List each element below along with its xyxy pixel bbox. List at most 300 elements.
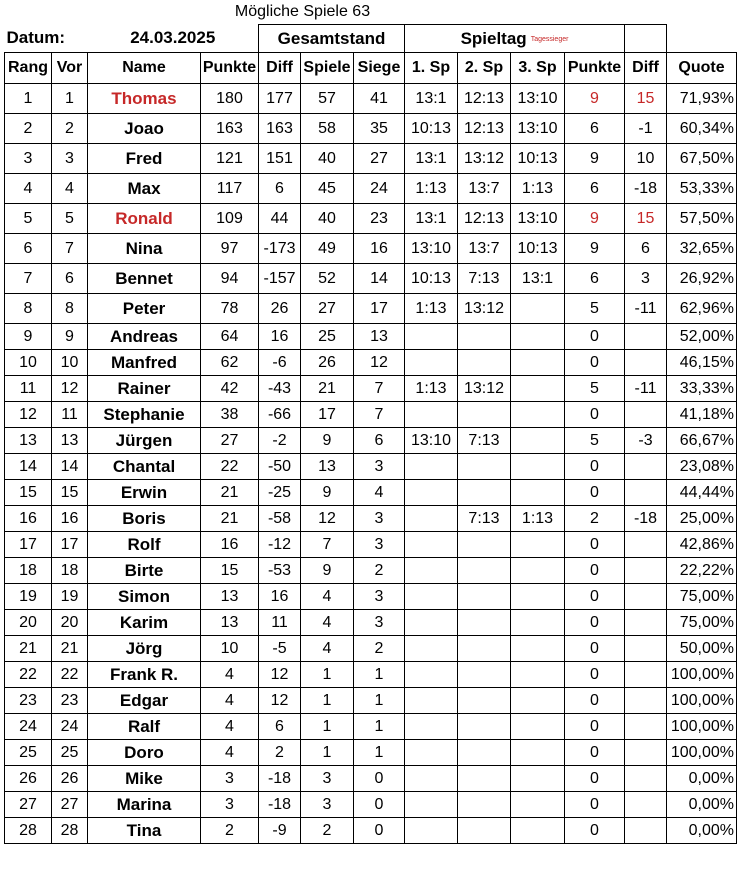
cell-name: Max: [88, 174, 201, 204]
group-header-gesamtstand: Gesamtstand: [259, 25, 405, 53]
cell-punkte: 21: [201, 506, 259, 532]
cell-sp1: [405, 532, 458, 558]
cell-sp1: 13:1: [405, 204, 458, 234]
cell-spiele: 2: [301, 818, 354, 844]
cell-punkte: 22: [201, 454, 259, 480]
cell-tag-diff: [625, 792, 667, 818]
cell-punkte: 3: [201, 792, 259, 818]
cell-sp2: 13:7: [458, 234, 511, 264]
cell-sp2: [458, 766, 511, 792]
col-rang-header: Rang: [5, 53, 52, 84]
cell-sp2: [458, 558, 511, 584]
cell-siege: 3: [354, 532, 405, 558]
cell-sp3: 13:10: [511, 204, 565, 234]
cell-sp1: 1:13: [405, 294, 458, 324]
cell-punkte: 97: [201, 234, 259, 264]
cell-sp1: [405, 792, 458, 818]
cell-diff: -5: [259, 636, 301, 662]
cell-sp3: [511, 792, 565, 818]
cell-quote: 46,15%: [667, 350, 737, 376]
table-row: [5, 480, 737, 506]
cell-diff: 16: [259, 324, 301, 350]
table-row: [5, 402, 737, 428]
cell-sp1: 13:1: [405, 84, 458, 114]
cell-rang: 12: [5, 402, 52, 428]
cell-name: Rolf: [88, 532, 201, 558]
tagessieger-note: Tagessieger: [530, 35, 569, 43]
cell-sp1: [405, 558, 458, 584]
cell-quote: 53,33%: [667, 174, 737, 204]
col-punkte-header: Punkte: [201, 53, 259, 84]
cell-sp2: 13:12: [458, 376, 511, 402]
cell-rang: 7: [5, 264, 52, 294]
cell-spiele: 12: [301, 506, 354, 532]
cell-sp3: [511, 584, 565, 610]
cell-rang: 23: [5, 688, 52, 714]
cell-sp3: [511, 454, 565, 480]
cell-spiele: 21: [301, 376, 354, 402]
cell-tag-diff: -11: [625, 376, 667, 402]
cell-vor: 3: [52, 144, 88, 174]
table-row: [5, 688, 737, 714]
table-row: [5, 350, 737, 376]
cell-spiele: 3: [301, 792, 354, 818]
cell-siege: 0: [354, 818, 405, 844]
cell-tag-diff: [625, 480, 667, 506]
cell-sp1: 13:10: [405, 234, 458, 264]
cell-quote: 66,67%: [667, 428, 737, 454]
cell-rang: 22: [5, 662, 52, 688]
cell-name: Ronald: [88, 204, 201, 234]
cell-sp1: [405, 454, 458, 480]
cell-vor: 11: [52, 402, 88, 428]
cell-name: Nina: [88, 234, 201, 264]
cell-sp1: [405, 480, 458, 506]
cell-rang: 15: [5, 480, 52, 506]
col-diff-header: Diff: [259, 53, 301, 84]
cell-quote: 26,92%: [667, 264, 737, 294]
cell-tag-punkte: 6: [565, 114, 625, 144]
cell-sp2: [458, 662, 511, 688]
cell-quote: 0,00%: [667, 792, 737, 818]
cell-tag-punkte: 0: [565, 584, 625, 610]
table-row: [5, 454, 737, 480]
cell-rang: 19: [5, 584, 52, 610]
cell-name: Mike: [88, 766, 201, 792]
cell-sp3: 1:13: [511, 174, 565, 204]
cell-quote: 100,00%: [667, 740, 737, 766]
cell-siege: 0: [354, 792, 405, 818]
cell-vor: 24: [52, 714, 88, 740]
cell-sp3: [511, 532, 565, 558]
cell-siege: 13: [354, 324, 405, 350]
table-row: [5, 506, 737, 532]
cell-rang: 26: [5, 766, 52, 792]
cell-punkte: 4: [201, 714, 259, 740]
group-header-spieltag: [405, 25, 625, 53]
cell-sp1: [405, 506, 458, 532]
table-row: [5, 234, 737, 264]
cell-tag-diff: [625, 532, 667, 558]
cell-rang: 28: [5, 818, 52, 844]
cell-tag-punkte: 9: [565, 204, 625, 234]
cell-spiele: 1: [301, 740, 354, 766]
cell-spiele: 7: [301, 532, 354, 558]
cell-siege: 12: [354, 350, 405, 376]
cell-punkte: 109: [201, 204, 259, 234]
cell-diff: 151: [259, 144, 301, 174]
cell-sp2: 12:13: [458, 114, 511, 144]
cell-diff: -53: [259, 558, 301, 584]
cell-tag-punkte: 0: [565, 454, 625, 480]
date-label: Datum:: [6, 28, 66, 48]
cell-tag-punkte: 0: [565, 792, 625, 818]
cell-name: Ralf: [88, 714, 201, 740]
cell-spiele: 1: [301, 714, 354, 740]
cell-vor: 26: [52, 766, 88, 792]
cell-name: Jürgen: [88, 428, 201, 454]
cell-punkte: 64: [201, 324, 259, 350]
cell-rang: 2: [5, 114, 52, 144]
cell-siege: 7: [354, 402, 405, 428]
cell-vor: 8: [52, 294, 88, 324]
cell-tag-punkte: 0: [565, 636, 625, 662]
cell-name: Edgar: [88, 688, 201, 714]
cell-tag-diff: 10: [625, 144, 667, 174]
cell-diff: -6: [259, 350, 301, 376]
cell-quote: 100,00%: [667, 688, 737, 714]
table-row: [5, 792, 737, 818]
cell-punkte: 21: [201, 480, 259, 506]
col-quote-header: Quote: [667, 53, 737, 84]
cell-diff: -43: [259, 376, 301, 402]
cell-name: Simon: [88, 584, 201, 610]
cell-tag-diff: [625, 454, 667, 480]
cell-siege: 6: [354, 428, 405, 454]
cell-tag-punkte: 0: [565, 766, 625, 792]
cell-tag-diff: [625, 636, 667, 662]
cell-siege: 2: [354, 636, 405, 662]
spieltag-label: Spieltag: [460, 28, 527, 48]
cell-vor: 9: [52, 324, 88, 350]
cell-tag-punkte: 6: [565, 264, 625, 294]
cell-name: Chantal: [88, 454, 201, 480]
cell-punkte: 4: [201, 740, 259, 766]
cell-quote: 44,44%: [667, 480, 737, 506]
cell-spiele: 58: [301, 114, 354, 144]
cell-sp1: [405, 714, 458, 740]
cell-rang: 14: [5, 454, 52, 480]
date-value: 24.03.2025: [130, 28, 216, 48]
table-row: [5, 766, 737, 792]
cell-tag-diff: 3: [625, 264, 667, 294]
cell-quote: 0,00%: [667, 818, 737, 844]
cell-punkte: 62: [201, 350, 259, 376]
cell-siege: 3: [354, 506, 405, 532]
cell-diff: -18: [259, 792, 301, 818]
cell-sp2: 13:12: [458, 144, 511, 174]
cell-punkte: 2: [201, 818, 259, 844]
cell-punkte: 38: [201, 402, 259, 428]
cell-sp3: [511, 480, 565, 506]
cell-rang: 6: [5, 234, 52, 264]
cell-name: Andreas: [88, 324, 201, 350]
cell-vor: 13: [52, 428, 88, 454]
cell-diff: 16: [259, 584, 301, 610]
cell-vor: 12: [52, 376, 88, 402]
cell-quote: 41,18%: [667, 402, 737, 428]
cell-sp1: [405, 662, 458, 688]
cell-name: Bennet: [88, 264, 201, 294]
cell-rang: 5: [5, 204, 52, 234]
cell-tag-punkte: 2: [565, 506, 625, 532]
col-siege-header: Siege: [354, 53, 405, 84]
cell-sp3: [511, 714, 565, 740]
cell-sp1: [405, 818, 458, 844]
cell-sp2: 7:13: [458, 428, 511, 454]
cell-tag-punkte: 5: [565, 428, 625, 454]
cell-tag-diff: [625, 688, 667, 714]
cell-tag-punkte: 0: [565, 818, 625, 844]
cell-spiele: 1: [301, 688, 354, 714]
cell-sp3: [511, 350, 565, 376]
cell-sp1: [405, 610, 458, 636]
cell-tag-diff: [625, 558, 667, 584]
cell-sp1: [405, 402, 458, 428]
cell-sp3: 13:1: [511, 264, 565, 294]
cell-sp1: 10:13: [405, 264, 458, 294]
cell-vor: 4: [52, 174, 88, 204]
cell-name: Doro: [88, 740, 201, 766]
cell-name: Jörg: [88, 636, 201, 662]
cell-tag-diff: [625, 766, 667, 792]
cell-quote: 23,08%: [667, 454, 737, 480]
cell-sp1: 13:1: [405, 144, 458, 174]
cell-sp1: [405, 688, 458, 714]
cell-diff: 2: [259, 740, 301, 766]
cell-tag-diff: 15: [625, 84, 667, 114]
cell-tag-diff: [625, 350, 667, 376]
cell-spiele: 13: [301, 454, 354, 480]
cell-name: Marina: [88, 792, 201, 818]
cell-name: Joao: [88, 114, 201, 144]
table-row: [5, 818, 737, 844]
table-row: [5, 428, 737, 454]
cell-diff: -9: [259, 818, 301, 844]
cell-sp3: [511, 402, 565, 428]
cell-quote: 0,00%: [667, 766, 737, 792]
cell-vor: 23: [52, 688, 88, 714]
cell-diff: -50: [259, 454, 301, 480]
cell-spiele: 57: [301, 84, 354, 114]
cell-siege: 7: [354, 376, 405, 402]
cell-vor: 28: [52, 818, 88, 844]
cell-tag-diff: 6: [625, 234, 667, 264]
cell-tag-diff: -18: [625, 174, 667, 204]
cell-tag-diff: [625, 584, 667, 610]
header-row-groups: [5, 25, 737, 53]
cell-name: Birte: [88, 558, 201, 584]
cell-quote: 57,50%: [667, 204, 737, 234]
cell-sp1: [405, 350, 458, 376]
cell-spiele: 27: [301, 294, 354, 324]
cell-tag-punkte: 0: [565, 714, 625, 740]
cell-tag-punkte: 0: [565, 532, 625, 558]
cell-sp2: [458, 636, 511, 662]
cell-diff: -25: [259, 480, 301, 506]
cell-name: Erwin: [88, 480, 201, 506]
cell-quote: 33,33%: [667, 376, 737, 402]
cell-punkte: 15: [201, 558, 259, 584]
cell-siege: 3: [354, 584, 405, 610]
cell-punkte: 13: [201, 610, 259, 636]
cell-tag-punkte: 5: [565, 376, 625, 402]
cell-spiele: 3: [301, 766, 354, 792]
col-vor-header: Vor: [52, 53, 88, 84]
cell-punkte: 42: [201, 376, 259, 402]
cell-tag-diff: -18: [625, 506, 667, 532]
cell-sp3: [511, 294, 565, 324]
cell-punkte: 16: [201, 532, 259, 558]
cell-sp2: [458, 818, 511, 844]
cell-diff: -58: [259, 506, 301, 532]
cell-diff: -66: [259, 402, 301, 428]
cell-sp2: [458, 792, 511, 818]
table-row: [5, 636, 737, 662]
cell-sp3: 10:13: [511, 144, 565, 174]
cell-punkte: 10: [201, 636, 259, 662]
cell-spiele: 40: [301, 144, 354, 174]
cell-sp2: [458, 480, 511, 506]
cell-rang: 1: [5, 84, 52, 114]
table-row: [5, 84, 737, 114]
cell-diff: -18: [259, 766, 301, 792]
cell-tag-diff: -1: [625, 114, 667, 144]
cell-tag-punkte: 0: [565, 402, 625, 428]
cell-name: Karim: [88, 610, 201, 636]
cell-vor: 20: [52, 610, 88, 636]
cell-siege: 4: [354, 480, 405, 506]
cell-vor: 2: [52, 114, 88, 144]
cell-vor: 10: [52, 350, 88, 376]
table-row: [5, 376, 737, 402]
cell-punkte: 4: [201, 688, 259, 714]
cell-sp3: [511, 662, 565, 688]
cell-diff: -12: [259, 532, 301, 558]
cell-name: Manfred: [88, 350, 201, 376]
cell-rang: 27: [5, 792, 52, 818]
cell-sp1: [405, 636, 458, 662]
cell-sp3: [511, 428, 565, 454]
cell-name: Rainer: [88, 376, 201, 402]
cell-diff: 177: [259, 84, 301, 114]
cell-name: Fred: [88, 144, 201, 174]
cell-quote: 71,93%: [667, 84, 737, 114]
cell-diff: 163: [259, 114, 301, 144]
cell-siege: 2: [354, 558, 405, 584]
col-name-header: Name: [88, 53, 201, 84]
cell-quote: 100,00%: [667, 662, 737, 688]
cell-tag-diff: [625, 818, 667, 844]
cell-name: Frank R.: [88, 662, 201, 688]
col-sp2-header: 2. Sp: [458, 53, 511, 84]
cell-tag-punkte: 0: [565, 350, 625, 376]
cell-sp1: 1:13: [405, 376, 458, 402]
cell-rang: 21: [5, 636, 52, 662]
cell-name: Thomas: [88, 84, 201, 114]
table-row: [5, 204, 737, 234]
cell-tag-punkte: 0: [565, 480, 625, 506]
cell-punkte: 163: [201, 114, 259, 144]
cell-sp2: [458, 688, 511, 714]
cell-sp3: [511, 324, 565, 350]
cell-diff: 44: [259, 204, 301, 234]
cell-rang: 24: [5, 714, 52, 740]
cell-diff: 12: [259, 688, 301, 714]
table-row: [5, 114, 737, 144]
cell-sp1: [405, 584, 458, 610]
cell-sp3: [511, 376, 565, 402]
cell-sp1: 1:13: [405, 174, 458, 204]
table-row: [5, 324, 737, 350]
cell-name: Tina: [88, 818, 201, 844]
cell-sp1: [405, 324, 458, 350]
cell-punkte: 121: [201, 144, 259, 174]
cell-tag-punkte: 6: [565, 174, 625, 204]
cell-siege: 3: [354, 454, 405, 480]
cell-tag-punkte: 5: [565, 294, 625, 324]
cell-sp2: [458, 350, 511, 376]
cell-sp2: 12:13: [458, 84, 511, 114]
cell-tag-punkte: 9: [565, 84, 625, 114]
cell-tag-diff: -11: [625, 294, 667, 324]
cell-rang: 3: [5, 144, 52, 174]
cell-siege: 27: [354, 144, 405, 174]
cell-sp2: [458, 610, 511, 636]
cell-diff: -157: [259, 264, 301, 294]
cell-rang: 18: [5, 558, 52, 584]
cell-tag-diff: [625, 662, 667, 688]
cell-vor: 6: [52, 264, 88, 294]
header-row-columns: [5, 53, 737, 84]
group-header-spacer: [667, 25, 737, 53]
cell-siege: 1: [354, 714, 405, 740]
cell-spiele: 45: [301, 174, 354, 204]
col-sp1-header: 1. Sp: [405, 53, 458, 84]
cell-name: Boris: [88, 506, 201, 532]
cell-sp2: [458, 324, 511, 350]
cell-tag-diff: [625, 714, 667, 740]
cell-rang: 11: [5, 376, 52, 402]
table-row: [5, 264, 737, 294]
table-row: [5, 662, 737, 688]
cell-spiele: 1: [301, 662, 354, 688]
cell-tag-punkte: 9: [565, 144, 625, 174]
cell-siege: 1: [354, 688, 405, 714]
possible-games-title: Mögliche Spiele 63: [234, 3, 371, 20]
cell-siege: 41: [354, 84, 405, 114]
cell-sp1: 13:10: [405, 428, 458, 454]
cell-siege: 3: [354, 610, 405, 636]
cell-diff: 26: [259, 294, 301, 324]
col-spiele-header: Spiele: [301, 53, 354, 84]
cell-rang: 20: [5, 610, 52, 636]
cell-vor: 19: [52, 584, 88, 610]
cell-siege: 16: [354, 234, 405, 264]
cell-sp1: 10:13: [405, 114, 458, 144]
cell-tag-diff: [625, 402, 667, 428]
cell-tag-diff: -3: [625, 428, 667, 454]
